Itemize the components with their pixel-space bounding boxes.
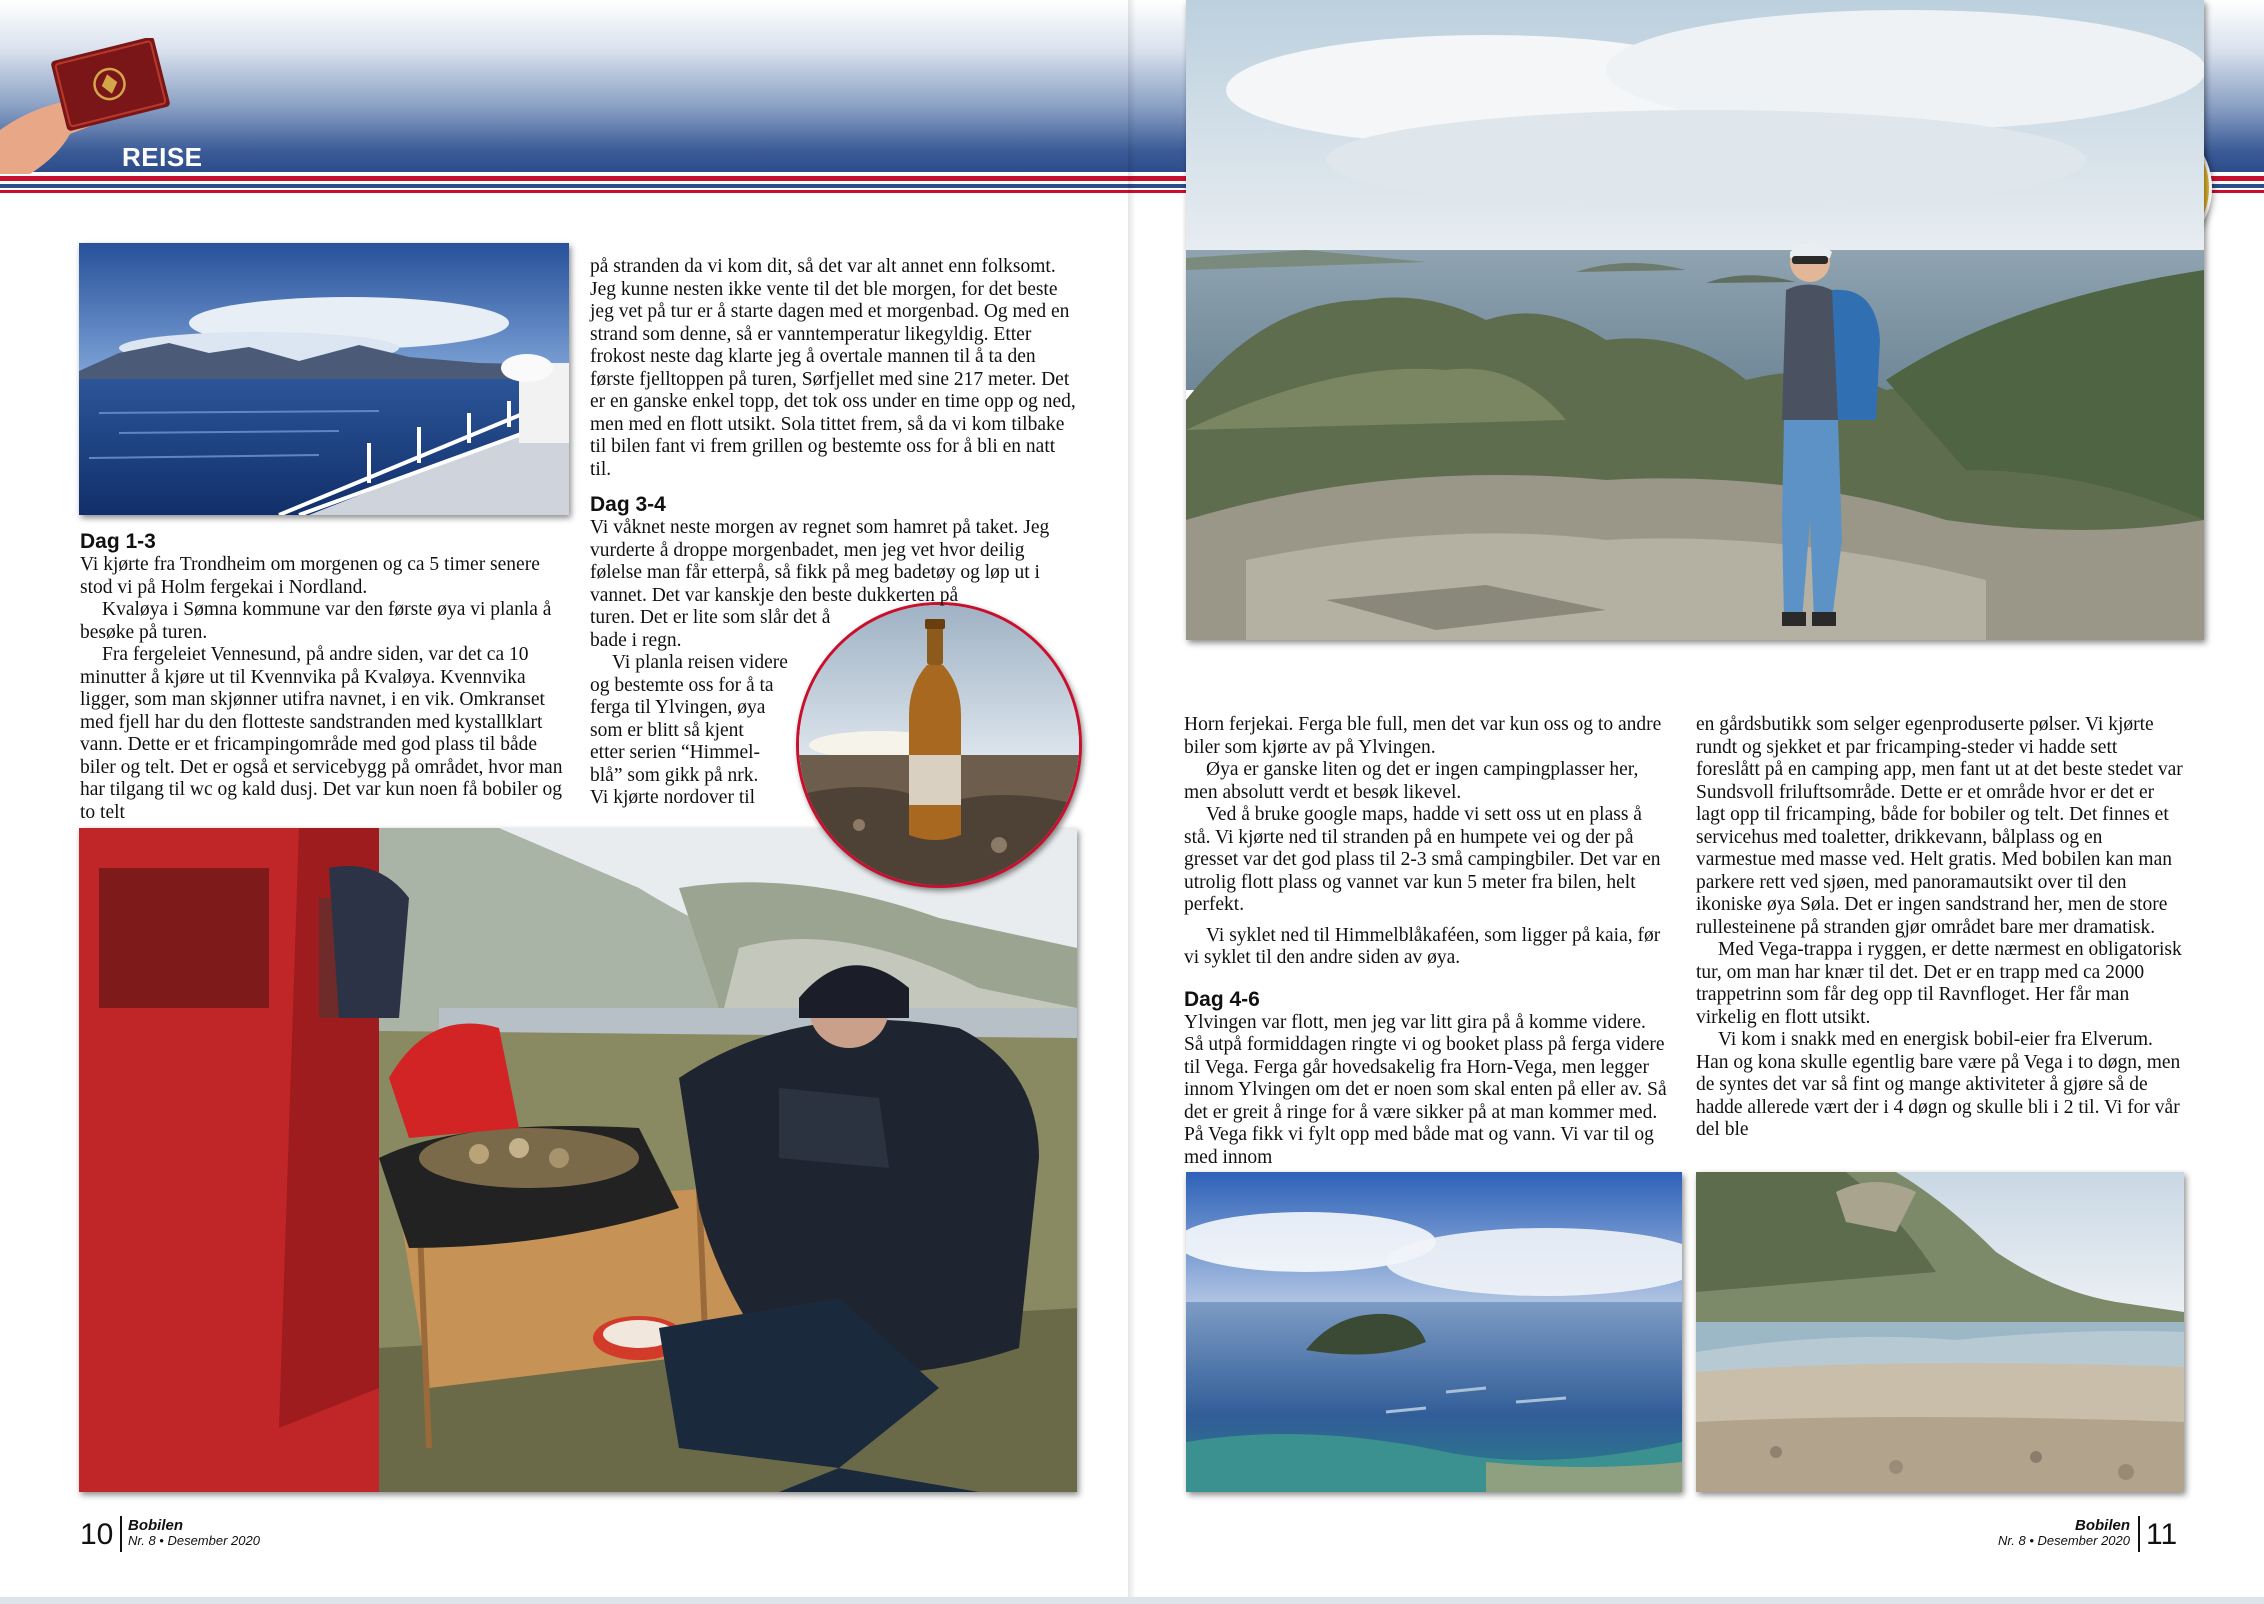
magazine-name: Bobilen	[2075, 1517, 2130, 1534]
island-aerial-photo	[1186, 1172, 1682, 1492]
issue-label: Nr. 8 • Desember 2020	[1998, 1533, 2130, 1548]
article-paragraph: Med Vega-trappa i ryggen, er dette nærmest en obligatorisk tur, om man har knær til det. Det er en trapp med ca 2000 trappetrinn som får deg opp til Ravnfloget. Her får man virkelig en flott utsikt.	[1696, 939, 2182, 1028]
article-paragraph: Kvaløya i Sømna kommune var den første øya vi planla å besøke på turen.	[80, 599, 552, 643]
bottom-edge	[0, 1597, 2264, 1604]
article-paragraph: på stranden da vi kom dit, så det var alt annet enn folksomt. Jeg kunne nesten ikke vente til det ble morgen, for det beste jeg vet på tur er å starte dagen med et morgenbad. Og med en strand som denne, så er vanntemperatur likegyldig. Etter frokost neste dag klarte jeg å overtale mannen til å ta den første fjelltoppen på turen, Sørfjellet med sine 217 meter. Det er en ganske enkel topp, det tok oss under en time opp og ned, men med en flott utsikt. Sola tittet frem, så da vi kom tilbake til bilen fant vi frem grillen og bestemte oss for å bli en natt til.	[590, 256, 1076, 480]
article-paragraph: Øya er ganske liten og det er ingen campingplasser her, men absolutt verdt et besøk likevel.	[1184, 759, 1639, 803]
article-column-1	[80, 530, 570, 824]
article-paragraph: Ved å bruke google maps, hadde vi sett oss ut en plass å stå. Vi kjørte ned til stranden på en humpete vei og der på gresset var det god plass til 2-3 små campingbiler. Det var en utrolig flott plass og vannet var kun 5 meter fra bilen, helt perfekt.	[1184, 804, 1661, 915]
article-line: etter serien “Himmel-	[590, 742, 761, 763]
article-subheading: Dag 1-3	[80, 530, 156, 553]
section-label: REISE	[122, 142, 203, 172]
article-subheading: Dag 4-6	[1184, 987, 1260, 1011]
article-line: og bestemte oss for å ta	[590, 674, 774, 696]
page-number-right: 11	[2146, 1518, 2178, 1551]
footer-magazine-right	[1980, 1518, 2130, 1548]
grill-photo	[79, 828, 1077, 1492]
article-line: som er blitt så kjent	[590, 719, 744, 741]
article-column-2	[590, 256, 1076, 810]
article-column-4	[1696, 714, 2184, 1142]
article-line: Vi kjørte nordover til	[590, 787, 756, 808]
article-paragraph: Horn ferjekai. Ferga ble full, men det var kun oss og to andre biler som kjørte av på Ylvingen.	[1184, 714, 1662, 758]
page-number-left: 10	[80, 1518, 114, 1551]
article-line: blå” som gikk på nrk.	[590, 764, 759, 786]
article-paragraph: Vi våknet neste morgen av regnet som hamret på taket. Jeg vurderte å droppe morgenbadet, men jeg vet hvor deilig følelse man får etterpå, så fikk på meg badetøy og løp ut i vannet. Det var kanskje den beste dukkerten på	[590, 517, 1050, 606]
hiker-photo	[1186, 0, 2204, 640]
footer-divider	[120, 1516, 122, 1552]
article-column-3	[1184, 714, 1670, 1169]
article-paragraph: Vi kom i snakk med en energisk bobil-eier fra Elverum. Han og kona skulle egentlig bare være på Vega i to døgn, men de syntes det var så fint og mange aktiviteter å gjøre så de hadde allerede vært der i 4 døgn og skulle bli i 2 til. Vi for vår del ble	[1696, 1029, 2181, 1140]
pebble-beach-photo	[1696, 1172, 2184, 1492]
article-line: bade i regn.	[590, 629, 682, 651]
issue-label: Nr. 8 • Desember 2020	[128, 1533, 260, 1548]
article-paragraph: Vi syklet ned til Himmelblåkaféen, som ligger på kaia, før vi syklet til den andre siden av øya.	[1184, 924, 1661, 968]
article-paragraph: Vi kjørte fra Trondheim om morgenen og ca 5 timer senere stod vi på Holm fergekai i Nordland.	[80, 554, 540, 598]
article-line: Vi planla reisen videre	[612, 652, 788, 673]
article-paragraph: en gårdsbutikk som selger egenproduserte pølser. Vi kjørte rundt og sjekket et par fricamping-steder vi hadde sett foreslått på en camping app, men fant ut at det beste stedet var Sundsvoll friluftsområde. Dette er et område hvor er det er lagt opp til fricamping, både for bobiler og telt. Det finnes et servicehus med toaletter, drikkevann, bålplass og en varmestue med masse ved. Helt gratis. Med bobilen kan man parkere rett ved sjøen, med panoramautsikt over til den ikoniske øya Søla. Det er ingen sandstrand her, men de store rullesteinene på stranden gjør området bare mer dramatisk.	[1696, 714, 2183, 938]
article-paragraph: Fra fergeleiet Vennesund, på andre siden, var det ca 10 minutter å kjøre ut til Kvennvika på Kvaløya. Kvennvika ligger, som man skjønner utifra navnet, i en vik. Omkranset med fjell har du den flotteste sandstranden med kystallklart vann. Dette er et fricampingområde med god plass til både biler og telt. Det er også et servicebygg på området, hvor man har tilgang til wc og kald dusj. Det var kun noen få bobiler og to telt	[80, 644, 563, 823]
article-subheading: Dag 3-4	[590, 493, 666, 516]
article-line: ferga til Ylvingen, øya	[590, 697, 766, 718]
spine-fold	[1128, 0, 1136, 1604]
article-paragraph: Ylvingen var flott, men jeg var litt gira på å komme videre. Så utpå formiddagen ringte vi og booket plass på ferga videre til Vega. Ferga går hovedsakelig fra Horn-Vega, men legger innom Ylvingen om det er noen som skal enten på eller av. Så det er greit å ringe for å være sikker på at man kommer med. På Vega fikk vi fylt opp med både mat og vann. Vi var til og med innom	[1184, 1011, 1667, 1168]
footer-magazine-left	[128, 1518, 260, 1548]
footer-divider	[2138, 1516, 2140, 1552]
magazine-name: Bobilen	[128, 1517, 183, 1534]
article-line: turen. Det er lite som slår det å	[590, 607, 831, 628]
ferry-photo	[79, 243, 569, 515]
